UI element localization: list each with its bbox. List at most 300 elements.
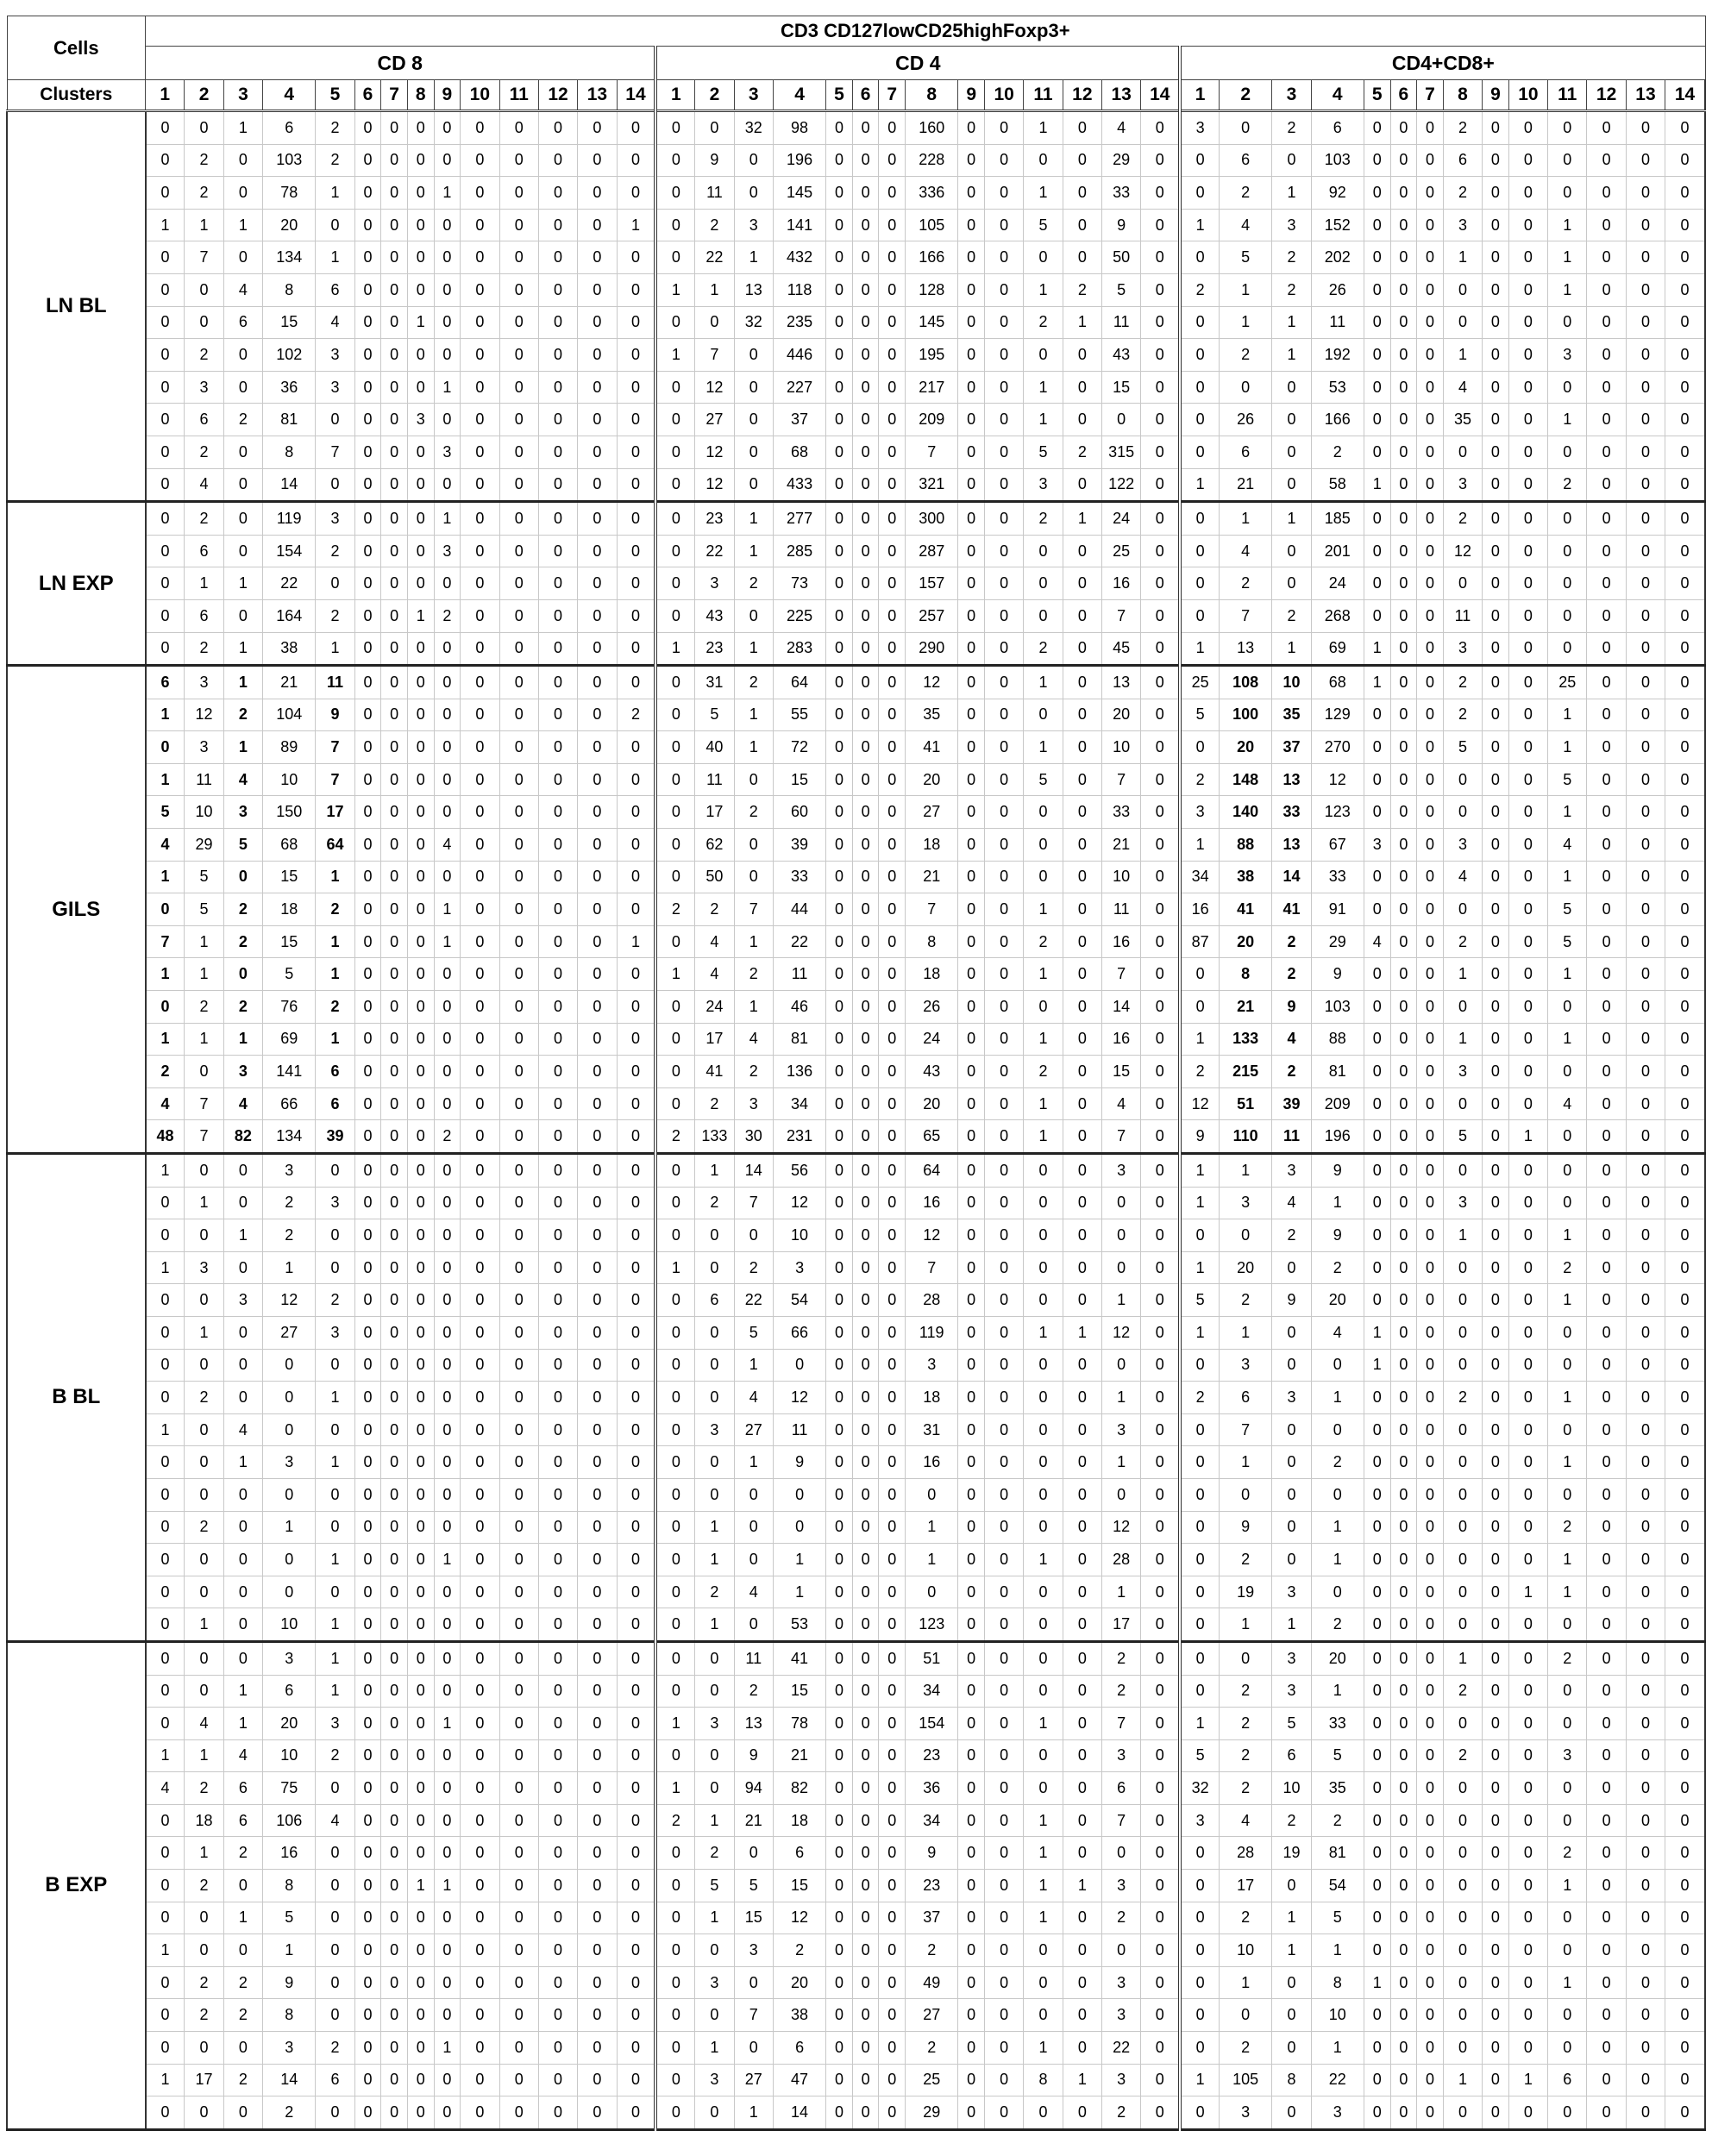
count-cell: 1 [1063,306,1101,339]
count-cell: 0 [655,699,694,731]
count-cell: 290 [906,632,958,666]
count-cell: 0 [146,1641,185,1675]
count-cell: 6 [263,1675,316,1708]
count-cell: 22 [695,241,734,274]
count-cell: 2 [1102,2096,1141,2130]
cluster-number-header: 1 [146,80,185,111]
count-cell: 1 [146,1739,185,1772]
count-cell: 0 [826,1641,853,1675]
count-cell: 0 [1364,1023,1390,1056]
count-cell: 100 [1220,699,1272,731]
count-cell: 209 [1311,1087,1364,1120]
count-cell: 1 [734,1349,773,1382]
count-cell: 1 [1220,1154,1272,1188]
count-cell: 0 [984,1739,1023,1772]
count-cell: 2 [1180,763,1219,796]
count-cell: 0 [1665,1413,1705,1446]
count-cell: 3 [1102,1999,1141,2032]
count-cell: 0 [354,1446,381,1479]
count-cell: 0 [263,1349,316,1382]
count-cell: 14 [734,1154,773,1188]
count-cell: 0 [407,1251,434,1284]
count-cell: 28 [906,1284,958,1317]
count-cell: 0 [655,1446,694,1479]
count-cell: 25 [1102,535,1141,567]
count-cell: 0 [826,1804,853,1837]
count-cell: 1 [146,699,185,731]
count-cell: 0 [538,632,577,666]
count-cell: 0 [1063,404,1101,436]
count-cell: 3 [1180,111,1219,145]
count-cell: 4 [695,925,734,958]
count-cell: 0 [461,1219,499,1252]
count-cell: 0 [1417,436,1444,468]
count-cell: 0 [1626,1708,1665,1740]
count-cell: 0 [852,1087,879,1120]
count-cell: 0 [879,925,906,958]
count-cell: 11 [773,1413,825,1446]
count-cell: 0 [434,1446,461,1479]
count-cell: 0 [499,1349,538,1382]
count-cell: 15 [773,1870,825,1902]
count-cell: 0 [1548,177,1587,210]
count-cell: 0 [852,1739,879,1772]
count-cell: 4 [223,1087,262,1120]
count-cell: 0 [1390,1608,1417,1642]
count-cell: 0 [354,567,381,600]
count-cell: 1 [1443,2064,1482,2096]
count-cell: 0 [655,991,694,1024]
count-cell: 0 [906,1576,958,1608]
count-cell: 0 [461,666,499,699]
count-cell: 0 [1508,893,1547,926]
count-cell: 0 [499,209,538,241]
count-cell: 0 [1483,1544,1509,1576]
count-cell: 25 [1180,666,1219,699]
count-cell: 0 [1063,209,1101,241]
count-cell: 18 [906,958,958,991]
count-cell: 0 [852,111,879,145]
count-cell: 1 [316,861,354,893]
count-cell: 1 [185,1316,223,1349]
count-cell: 5 [1443,1120,1482,1154]
count-cell: 0 [1665,2064,1705,2096]
count-cell: 0 [1063,241,1101,274]
count-cell: 0 [461,1382,499,1414]
count-cell: 0 [185,2096,223,2130]
count-cell: 2 [1220,1739,1272,1772]
count-cell: 0 [1024,1511,1063,1544]
table-row [7,1804,1705,1837]
count-cell: 0 [1024,144,1063,177]
count-cell: 0 [578,1187,617,1219]
count-cell: 1 [1024,111,1063,145]
count-cell: 0 [578,1608,617,1642]
count-cell: 0 [617,599,655,632]
count-cell: 4 [1548,1087,1587,1120]
count-cell: 26 [1220,404,1272,436]
count-cell: 0 [1390,1187,1417,1219]
cluster-number-header: 10 [461,80,499,111]
count-cell: 23 [906,1739,958,1772]
count-cell: 0 [461,502,499,536]
count-cell: 0 [958,144,985,177]
count-cell: 0 [1626,1641,1665,1675]
count-cell: 2 [1272,1056,1311,1088]
count-cell: 0 [1508,1544,1547,1576]
count-cell: 0 [879,111,906,145]
count-cell: 0 [1483,241,1509,274]
count-cell: 0 [1626,893,1665,926]
count-cell: 0 [1665,1544,1705,1576]
count-cell: 0 [499,111,538,145]
count-cell: 0 [1548,1934,1587,1967]
count-cell: 0 [1390,339,1417,372]
count-cell: 2 [185,991,223,1024]
count-cell: 141 [263,1056,316,1088]
count-cell: 1 [1024,1708,1063,1740]
count-cell: 1 [1508,2064,1547,2096]
cluster-number-header: 9 [958,80,985,111]
count-cell: 0 [461,2096,499,2130]
count-cell: 0 [1141,1576,1180,1608]
count-cell: 0 [958,111,985,145]
count-cell: 0 [826,241,853,274]
count-cell: 0 [1587,567,1626,600]
count-cell: 0 [1443,1870,1482,1902]
count-cell: 0 [407,1837,434,1870]
count-cell: 0 [1364,1154,1390,1188]
count-cell: 0 [434,1413,461,1446]
count-cell: 14 [263,468,316,502]
count-cell: 23 [906,1870,958,1902]
count-cell: 0 [381,209,408,241]
count-cell: 0 [461,1739,499,1772]
count-cell: 0 [1483,144,1509,177]
count-cell: 34 [773,1087,825,1120]
count-cell: 17 [695,1023,734,1056]
count-cell: 0 [1417,1056,1444,1088]
count-cell: 0 [223,1511,262,1544]
count-cell: 0 [852,1544,879,1576]
count-cell: 0 [1390,1056,1417,1088]
count-cell: 0 [434,1382,461,1414]
count-cell: 0 [434,1087,461,1120]
count-cell: 0 [1443,796,1482,829]
count-cell: 0 [1063,1804,1101,1837]
count-cell: 0 [655,144,694,177]
count-cell: 0 [146,1999,185,2032]
table-row [7,241,1705,274]
count-cell: 0 [1665,1902,1705,1934]
count-cell: 2 [1024,925,1063,958]
count-cell: 0 [1180,2032,1219,2065]
count-cell: 0 [1141,1544,1180,1576]
count-cell: 196 [1311,1120,1364,1154]
count-cell: 0 [538,1772,577,1805]
count-cell: 0 [1483,861,1509,893]
cluster-number-header: 12 [1587,80,1626,111]
count-cell: 0 [461,925,499,958]
count-cell: 0 [407,436,434,468]
count-cell: 2 [734,796,773,829]
count-cell: 1 [434,925,461,958]
count-cell: 75 [263,1772,316,1805]
count-cell: 0 [578,699,617,731]
count-cell: 0 [354,1413,381,1446]
count-cell: 0 [354,468,381,502]
count-cell: 32 [734,111,773,145]
count-cell: 0 [434,991,461,1024]
cluster-number-header: 12 [1063,80,1101,111]
count-cell: 37 [906,1902,958,1934]
count-cell: 0 [852,177,879,210]
count-cell: 29 [906,2096,958,2130]
count-cell: 0 [1364,1837,1390,1870]
count-cell: 0 [958,1675,985,1708]
count-cell: 0 [381,829,408,862]
count-cell: 0 [223,1154,262,1188]
count-cell: 0 [1548,599,1587,632]
count-cell: 0 [1390,567,1417,600]
count-cell: 0 [1587,893,1626,926]
group-label: B EXP [7,1641,146,2129]
count-cell: 0 [826,535,853,567]
count-cell: 21 [1220,468,1272,502]
count-cell: 0 [826,632,853,666]
count-cell: 0 [1548,436,1587,468]
count-cell: 2 [655,893,694,926]
count-cell: 0 [1390,796,1417,829]
count-cell: 81 [263,404,316,436]
count-cell: 66 [773,1316,825,1349]
count-cell: 0 [1587,1511,1626,1544]
count-cell: 0 [852,144,879,177]
count-cell: 0 [1626,1804,1665,1837]
count-cell: 0 [1508,763,1547,796]
count-cell: 0 [984,2064,1023,2096]
count-cell: 16 [1180,893,1219,926]
count-cell: 0 [1141,1934,1180,1967]
count-cell: 0 [578,666,617,699]
count-cell: 0 [146,111,185,145]
count-cell: 0 [1390,925,1417,958]
count-cell: 0 [1483,925,1509,958]
count-cell: 1 [773,1544,825,1576]
count-cell: 0 [1626,1446,1665,1479]
count-cell: 1 [407,306,434,339]
count-cell: 0 [655,666,694,699]
count-cell: 0 [655,1576,694,1608]
count-cell: 300 [906,502,958,536]
count-cell: 0 [1141,893,1180,926]
count-cell: 0 [434,1641,461,1675]
count-cell: 0 [655,1966,694,1999]
count-cell: 1 [146,1023,185,1056]
count-cell: 0 [984,699,1023,731]
count-cell: 0 [1417,763,1444,796]
group-label: B BL [7,1154,146,1642]
count-cell: 0 [578,1544,617,1576]
count-cell: 0 [1587,1902,1626,1934]
count-cell: 0 [354,306,381,339]
count-cell: 0 [538,2096,577,2130]
count-cell: 0 [826,1284,853,1317]
count-cell: 0 [381,1056,408,1088]
count-cell: 0 [879,861,906,893]
count-cell: 0 [381,1349,408,1382]
count-cell: 0 [1626,1413,1665,1446]
count-cell: 0 [1483,1934,1509,1967]
table-row [7,1446,1705,1479]
count-cell: 2 [185,1772,223,1805]
count-cell: 129 [1311,699,1364,731]
count-cell: 0 [1180,241,1219,274]
count-cell: 0 [407,1120,434,1154]
count-cell: 0 [1626,1284,1665,1317]
count-cell: 0 [1587,1446,1626,1479]
count-cell: 0 [1180,1870,1219,1902]
count-cell: 7 [185,1120,223,1154]
count-cell: 0 [381,1739,408,1772]
count-cell: 0 [223,436,262,468]
count-cell: 0 [1141,1902,1180,1934]
count-cell: 2 [655,1804,694,1837]
count-cell: 0 [1665,1056,1705,1088]
cluster-number-header: 13 [1626,80,1665,111]
count-cell: 0 [1665,209,1705,241]
count-cell: 0 [1364,1902,1390,1934]
count-cell: 0 [538,1446,577,1479]
count-cell: 0 [1665,796,1705,829]
count-cell: 0 [354,1576,381,1608]
count-cell: 0 [146,991,185,1024]
count-cell: 0 [1417,1446,1444,1479]
count-cell: 0 [1141,1708,1180,1740]
count-cell: 0 [1626,339,1665,372]
count-cell: 0 [381,273,408,306]
count-cell: 0 [879,1576,906,1608]
count-cell: 0 [852,1154,879,1188]
count-cell: 7 [734,893,773,926]
count-cell: 0 [1508,502,1547,536]
count-cell: 0 [1141,991,1180,1024]
count-cell: 32 [734,306,773,339]
count-cell: 0 [879,1902,906,1934]
count-cell: 1 [1548,1023,1587,1056]
count-cell: 0 [1417,1708,1444,1740]
count-cell: 0 [958,861,985,893]
count-cell: 0 [146,535,185,567]
count-cell: 1 [316,1641,354,1675]
count-cell: 0 [1587,1382,1626,1414]
count-cell: 0 [1587,1187,1626,1219]
count-cell: 13 [1272,763,1311,796]
count-cell: 1 [1548,699,1587,731]
count-cell: 0 [1390,699,1417,731]
count-cell: 0 [354,699,381,731]
count-cell: 1 [1548,1544,1587,1576]
count-cell: 1 [1063,1870,1101,1902]
count-cell: 6 [185,404,223,436]
count-cell: 0 [381,1576,408,1608]
count-cell: 15 [263,861,316,893]
count-cell: 0 [434,1934,461,1967]
count-cell: 0 [381,1023,408,1056]
count-cell: 2 [655,1120,694,1154]
count-cell: 0 [578,306,617,339]
count-cell: 5 [734,1316,773,1349]
table-row [7,1478,1705,1511]
count-cell: 0 [1364,1251,1390,1284]
count-cell: 1 [1548,1966,1587,1999]
count-cell: 136 [773,1056,825,1088]
count-cell: 2 [316,144,354,177]
count-cell: 2 [1272,273,1311,306]
count-cell: 1 [695,1804,734,1837]
count-cell: 0 [1390,1772,1417,1805]
count-cell: 0 [1141,209,1180,241]
count-cell: 0 [852,763,879,796]
count-cell: 0 [1063,2096,1101,2130]
count-cell: 0 [1141,1349,1180,1382]
count-cell: 2 [1443,1382,1482,1414]
count-cell: 0 [1665,1382,1705,1414]
count-cell: 0 [185,1478,223,1511]
count-cell: 0 [407,502,434,536]
count-cell: 2 [1272,1804,1311,1837]
count-cell: 12 [1311,763,1364,796]
count-cell: 0 [1390,1251,1417,1284]
count-cell: 2 [695,1187,734,1219]
table-row [7,1413,1705,1446]
count-cell: 0 [1364,1544,1390,1576]
count-cell: 0 [1508,306,1547,339]
count-cell: 13 [1102,666,1141,699]
count-cell: 6 [316,1056,354,1088]
count-cell: 3 [316,1708,354,1740]
count-cell: 2 [185,339,223,372]
count-cell: 4 [1102,111,1141,145]
count-cell: 0 [434,1349,461,1382]
count-cell: 0 [185,1154,223,1188]
count-cell: 0 [499,1187,538,1219]
count-cell: 0 [1587,144,1626,177]
count-cell: 0 [1587,502,1626,536]
count-cell: 0 [617,1870,655,1902]
count-cell: 0 [1443,991,1482,1024]
count-cell: 0 [185,2032,223,2065]
count-cell: 2 [1311,1804,1364,1837]
count-cell: 20 [773,1966,825,1999]
count-cell: 0 [826,436,853,468]
count-cell: 2 [1443,666,1482,699]
count-cell: 8 [263,1870,316,1902]
count-cell: 0 [1364,2064,1390,2096]
count-cell: 0 [578,535,617,567]
count-cell: 0 [655,567,694,600]
count-cell: 0 [1364,306,1390,339]
count-cell: 0 [1220,371,1272,404]
count-cell: 0 [958,1154,985,1188]
count-cell: 6 [223,1804,262,1837]
count-cell: 3 [316,339,354,372]
count-cell: 0 [461,1251,499,1284]
count-cell: 1 [1311,1675,1364,1708]
count-cell: 110 [1220,1120,1272,1154]
count-cell: 0 [655,1316,694,1349]
count-cell: 0 [461,699,499,731]
